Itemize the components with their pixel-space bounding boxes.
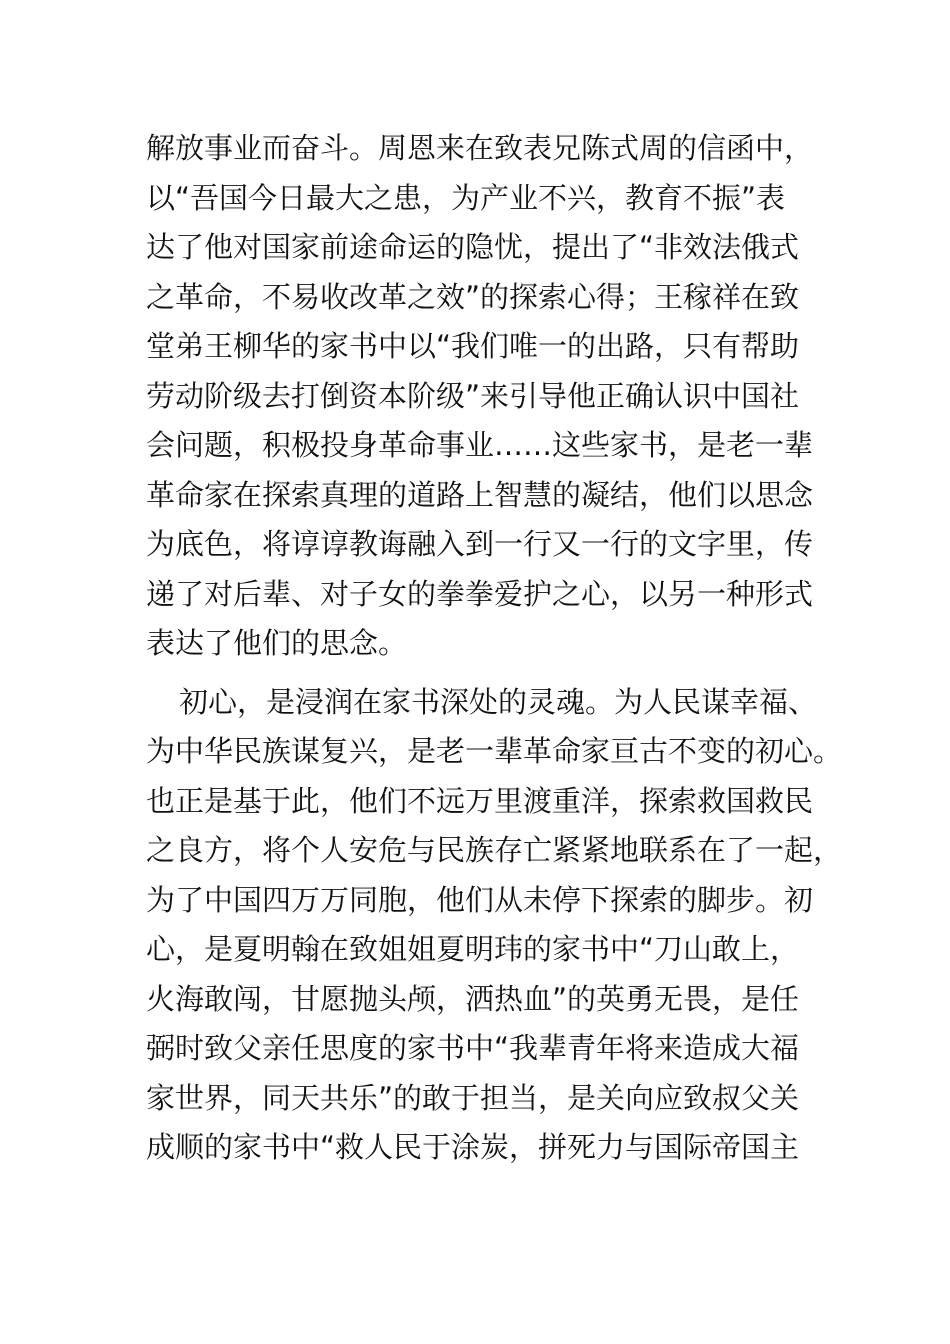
text-line: 为底色，将谆谆教诲融入到一行又一行的文字里，传 [146,527,814,561]
paragraph-1 [146,124,826,669]
text-line: 弼时致父亲任思度的家书中“我辈青年将来造成大福 [146,1031,800,1065]
text-line: 表达了他们的思念。 [146,626,408,660]
text-line: 为了中国四万万同胞，他们从未停下探索的脚步。初 [146,882,814,917]
text-line: 心，是夏明翰在致姐姐夏明玮的家书中“刀山敢上， [146,932,800,966]
paragraph-2 [146,678,843,1173]
text-line: 为中华民族谋复兴，是老一辈革命家亘古不变的初心。 [146,734,843,768]
paragraph-spacer [146,669,826,678]
text-line: 达了他对国家前途命运的隐忧，提出了“非效法俄式 [146,230,800,264]
text-line: 火海敢闯，甘愿抛头颅，洒热血”的英勇无畏，是任 [146,981,800,1016]
text-line: 会问题，积极投身革命事业……这些家书，是老一辈 [146,428,814,462]
text-line: 之良方，将个人安危与民族存亡紧紧地联系在了一起， [146,833,843,867]
body-text [146,124,843,1173]
text-line: 递了对后辈、对子女的拳拳爱护之心，以另一种形式 [146,576,814,611]
text-line: 也正是基于此，他们不远万里渡重洋，探索救国救民 [146,783,814,818]
text-line: 成顺的家书中“救人民于涂炭，拼死力与国际帝国主 [146,1130,800,1164]
text-line: 家世界，同天共乐”的敢于担当，是关向应致叔父关 [146,1080,800,1115]
text-line: 之革命，不易收改革之效”的探索心得；王稼祥在致 [146,279,800,314]
text-line: 以“吾国今日最大之患，为产业不兴，教育不振”表 [146,180,786,215]
text-line: 初心，是浸润在家书深处的灵魂。为人民谋幸福、 [179,684,818,719]
text-line: 解放事业而奋斗。周恩来在致表兄陈式周的信函中， [146,131,814,165]
text-line: 革命家在探索真理的道路上智慧的凝结，他们以思念 [146,477,814,512]
text-line: 劳动阶级去打倒资本阶级”来引导他正确认识中国社 [146,378,800,413]
text-line: 堂弟王柳华的家书中以“我们唯一的出路，只有帮助 [146,329,800,363]
